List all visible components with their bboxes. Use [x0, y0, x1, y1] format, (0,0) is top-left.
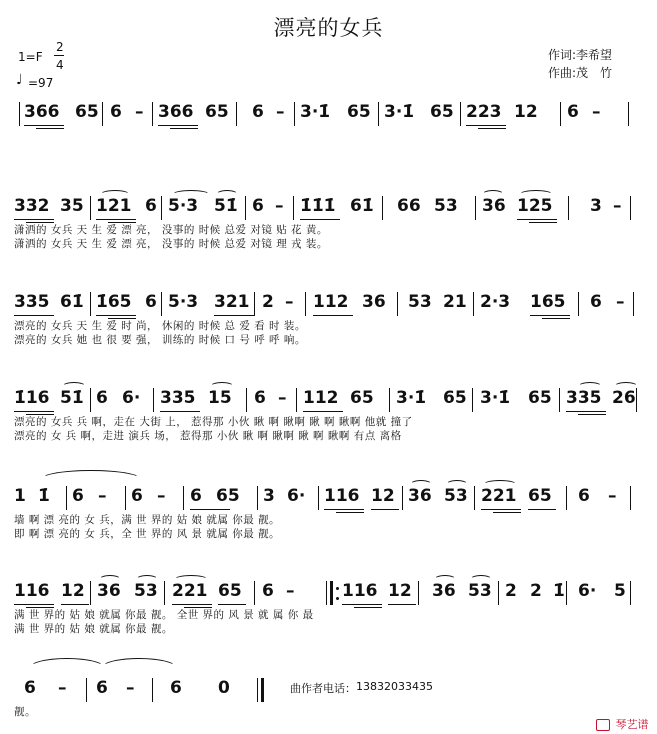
note-group: 53	[408, 292, 432, 312]
note-group: 65	[528, 486, 552, 506]
note-group: 66	[397, 196, 421, 216]
note-group: 6	[131, 486, 143, 506]
note-group: 65	[528, 388, 552, 408]
note-group: 335	[14, 292, 50, 312]
note-group: 6	[254, 388, 266, 408]
note-group: 5·3	[168, 196, 199, 216]
note-group: 61̇	[350, 196, 374, 216]
note-group: 1̇16	[14, 388, 50, 408]
note-group: –	[157, 486, 166, 506]
note-group: 6	[170, 678, 182, 698]
note-group: 3·1̇	[384, 102, 415, 122]
note-group: –	[58, 678, 67, 698]
note-group: 3	[590, 196, 602, 216]
lyrics-verse-1: 墙 啊 漂 亮的 女 兵，满 世 界的 姑 娘 就属 你最 靓。	[14, 514, 281, 526]
composer-phone: 13832033435	[356, 680, 433, 693]
note-group: 1	[14, 486, 26, 506]
note-group: 335	[566, 388, 602, 408]
score-system-1	[0, 96, 657, 136]
note-group: 65	[205, 102, 229, 122]
note-group: –	[135, 102, 144, 122]
note-group: 6	[72, 486, 84, 506]
lyrics-verse-1: 潇洒的 女兵 天 生 爱 漂 亮， 没事的 时候 总爱 对镜 贴 花 黄。	[14, 224, 328, 236]
note-group: 2	[530, 581, 542, 601]
note-group: 53	[444, 486, 468, 506]
note-group: 51̇	[60, 388, 84, 408]
note-group: 0	[218, 678, 230, 698]
note-group: –	[613, 196, 622, 216]
note-group: 65	[430, 102, 454, 122]
lyricist: 作词:李希望	[548, 48, 613, 62]
note-group: 12	[61, 581, 85, 601]
composer-phone-label: 曲作者电话：	[290, 682, 356, 695]
note-group: 36	[362, 292, 386, 312]
note-group: –	[285, 292, 294, 312]
note-group: 1̇	[38, 486, 50, 506]
note-group: 6	[145, 196, 157, 216]
note-group: 26	[612, 388, 636, 408]
note-group: 221	[481, 486, 517, 506]
score-system-4	[0, 382, 657, 452]
note-group: 112	[303, 388, 339, 408]
note-group: 165	[530, 292, 566, 312]
note-group: 65	[350, 388, 374, 408]
note-group: 15	[208, 388, 232, 408]
note-group: –	[98, 486, 107, 506]
note-group: 3·1̇	[396, 388, 427, 408]
note-group: 61̇	[60, 292, 84, 312]
note-group: 5·3	[168, 292, 199, 312]
note-group: 223	[466, 102, 502, 122]
lyrics-verse-2: 潇洒的 女兵 天 生 爱 漂 亮， 没事的 时候 总爱 对镜 理 戎 装。	[14, 238, 328, 250]
note-group: 1̇1̇1̇	[300, 196, 336, 216]
note-group: 321	[214, 292, 250, 312]
score-system-5	[0, 480, 657, 550]
key-signature: 1=F	[18, 50, 43, 64]
note-group: 6	[145, 292, 157, 312]
note-group: –	[608, 486, 617, 506]
note-group: 332	[14, 196, 50, 216]
note-group: 116	[324, 486, 360, 506]
note-group: 6	[96, 388, 108, 408]
note-group: 36	[408, 486, 432, 506]
lyrics-verse-2: 满 世 界的 姑 娘 就属 你最 靓。	[14, 623, 173, 635]
note-group: 6	[110, 102, 122, 122]
note-group: –	[616, 292, 625, 312]
lyrics-verse-2: 漂亮的 女 兵 啊，走进 演兵 场， 惹得那 小伙 瞅 啊 瞅啊 瞅 啊 瞅啊 有点 离格	[14, 430, 402, 442]
note-group: 2	[262, 292, 274, 312]
note-group: –	[276, 102, 285, 122]
note-group: 6·	[122, 388, 141, 408]
note-group: 6	[24, 678, 36, 698]
time-signature-top: 2	[56, 40, 64, 54]
quarter-note-icon: ♩	[16, 72, 23, 88]
note-group: 36	[482, 196, 506, 216]
song-title: 漂亮的女兵	[273, 16, 384, 40]
note-group: 21	[443, 292, 467, 312]
note-group: 65	[443, 388, 467, 408]
composer: 作曲:茂 竹	[548, 66, 613, 80]
note-group: 6	[252, 196, 264, 216]
lyrics-verse-1: 靓。	[14, 706, 36, 718]
note-group: 6	[252, 102, 264, 122]
note-group: –	[126, 678, 135, 698]
note-group: 65	[218, 581, 242, 601]
note-group: 2·3	[480, 292, 511, 312]
note-group: 12	[388, 581, 412, 601]
note-group: 121	[96, 196, 132, 216]
note-group: 6	[262, 581, 274, 601]
note-group: –	[275, 196, 284, 216]
note-group: 6·	[287, 486, 306, 506]
note-group: 12	[371, 486, 395, 506]
note-group: –	[592, 102, 601, 122]
note-group: 2	[505, 581, 517, 601]
note-group: 116	[342, 581, 378, 601]
note-group: 36	[97, 581, 121, 601]
note-group: 335	[160, 388, 196, 408]
note-group: 366	[24, 102, 60, 122]
note-group: 3	[263, 486, 275, 506]
note-group: 65	[75, 102, 99, 122]
note-group: 51̇	[214, 196, 238, 216]
note-group: 3·1̇	[300, 102, 331, 122]
note-group: 1̇	[553, 581, 565, 601]
tempo-marking: =97	[28, 76, 54, 90]
score-system-6	[0, 575, 657, 645]
lyrics-verse-1: 漂亮的 女兵 天 生 爱 时 尚， 休闲的 时候 总 爱 看 时 装。	[14, 320, 306, 332]
note-group: 65	[347, 102, 371, 122]
note-group: 6	[590, 292, 602, 312]
score-system-2	[0, 190, 657, 260]
note-group: 6	[578, 486, 590, 506]
lyrics-verse-2: 漂亮的 女兵 她 也 很 要 强， 训练的 时候 口 号 呼 呼 响。	[14, 334, 306, 346]
time-signature-bottom: 4	[56, 58, 64, 72]
lyrics-verse-1: 满 世 界的 姑 娘 就属 你最 靓。 全世 界的 风 景 就 属 你 最	[14, 609, 314, 621]
note-group: 36	[432, 581, 456, 601]
logo-icon	[596, 716, 649, 732]
note-group: 3·1̇	[480, 388, 511, 408]
note-group: 6	[190, 486, 202, 506]
note-group: 35	[60, 196, 84, 216]
note-group: 6·	[578, 581, 597, 601]
note-group: 53	[134, 581, 158, 601]
note-group: 366	[158, 102, 194, 122]
note-group: 5	[614, 581, 626, 601]
note-group: –	[278, 388, 287, 408]
score-system-3	[0, 286, 657, 356]
lyrics-verse-2: 即 啊 漂 亮的 女 兵，全 世 界的 风 景 就属 你最 靓。	[14, 528, 281, 540]
lyrics-verse-1: 漂亮的 女兵 兵 啊，走在 大街 上， 惹得那 小伙 瞅 啊 瞅啊 瞅 啊 瞅啊 他就 撞了	[14, 416, 413, 428]
note-group: 6	[96, 678, 108, 698]
note-group: 6	[567, 102, 579, 122]
note-group: 53	[468, 581, 492, 601]
note-group: 125	[517, 196, 553, 216]
time-signature-line	[54, 55, 64, 56]
note-group: 221	[172, 581, 208, 601]
note-group: –	[286, 581, 295, 601]
note-group: 1̇65	[96, 292, 132, 312]
note-group: 112	[313, 292, 349, 312]
site-logo-text: 琴艺谱	[615, 718, 649, 731]
note-group: 53	[434, 196, 458, 216]
note-group: 12	[514, 102, 538, 122]
note-group: 65	[216, 486, 240, 506]
note-group: 116	[14, 581, 50, 601]
